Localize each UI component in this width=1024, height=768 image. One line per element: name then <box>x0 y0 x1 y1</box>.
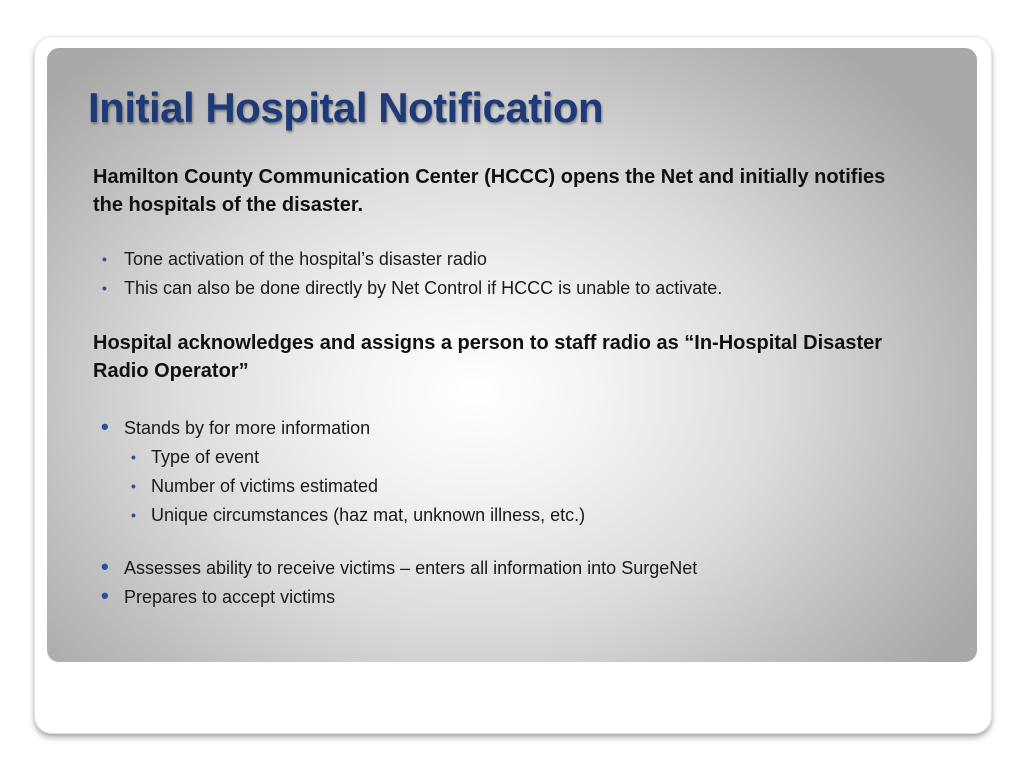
sub-bullet-icon: • <box>131 478 136 494</box>
section1-heading-text: Hamilton County Communication Center (HCCC) opens the Net and initially notifies the hospitals of the disaster. <box>93 166 886 216</box>
section2-heading <box>93 329 893 385</box>
section2-heading-text: Hospital acknowledges and assigns a person to staff radio as “In-Hospital Disaster Radio Operator” <box>93 332 883 382</box>
bullet-icon: • <box>101 414 109 439</box>
sub-bullet-icon: • <box>131 449 136 465</box>
bullet-icon: • <box>101 554 109 579</box>
bullet-icon: • <box>102 251 107 267</box>
section2-bullet-1: Stands by for more information <box>124 418 371 438</box>
section2-subbullet-3: Unique circumstances (haz mat, unknown illness, etc.) <box>151 505 586 525</box>
section2-subbullet-2: Number of victims estimated <box>151 476 379 496</box>
section2-bullet-2: Assesses ability to receive victims – enters all information into SurgeNet <box>124 558 698 578</box>
bullet-icon: • <box>102 280 107 296</box>
section1-heading <box>93 163 893 219</box>
sub-bullet-icon: • <box>131 507 136 523</box>
section2-bullet-3: Prepares to accept victims <box>124 587 336 607</box>
section2-subbullet-1: Type of event <box>151 447 260 467</box>
section1-bullet-1: Tone activation of the hospital’s disaster radio <box>124 249 487 269</box>
section1-bullet-2: This can also be done directly by Net Control if HCCC is unable to activate. <box>124 278 723 298</box>
slide-title: Initial Hospital Notification <box>88 84 604 131</box>
bullet-icon: • <box>101 583 109 608</box>
